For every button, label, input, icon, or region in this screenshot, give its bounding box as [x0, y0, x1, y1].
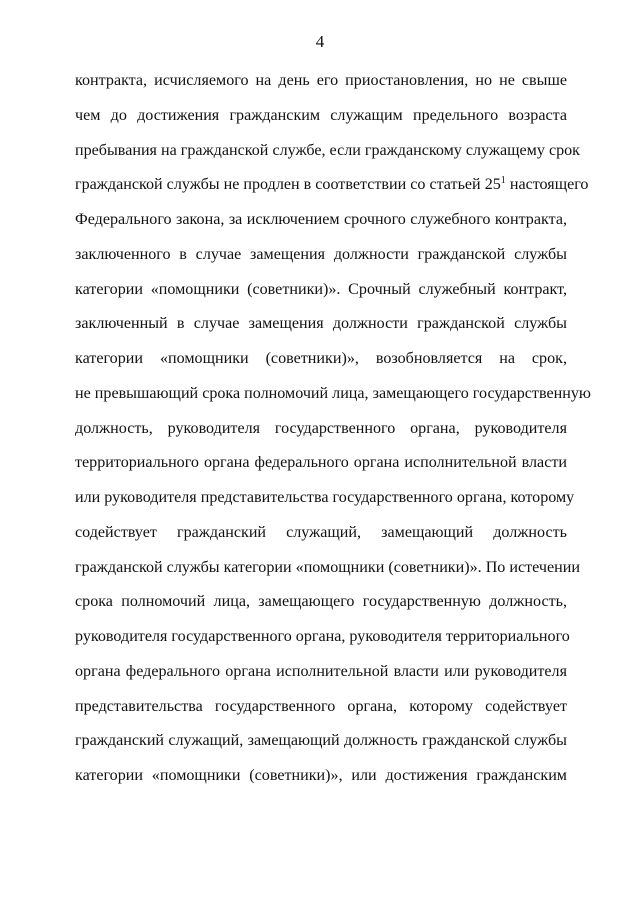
- text-line: содействует гражданский служащий, замещающий должность: [75, 523, 567, 541]
- page-number: 4: [315, 32, 325, 51]
- text-line: органа федерального органа исполнительной власти или руководителя: [75, 662, 567, 680]
- text-line: категории «помощники (советники)», возобновляется на срок,: [75, 350, 567, 367]
- text-line: контракта, исчисляемого на день его приостановления, но не свыше: [75, 72, 567, 89]
- text-line: должность, руководителя государственного органа, руководителя: [75, 419, 567, 437]
- text-line: пребывания на гражданской службе, если гражданскому служащему срок: [75, 141, 580, 159]
- text-line: категории «помощники (советники)». Срочный служебный контракт,: [75, 280, 567, 298]
- text-line: гражданский служащий, замещающий должность гражданской службы: [75, 732, 567, 750]
- text-line: руководителя государственного органа, руководителя территориального: [75, 628, 570, 645]
- text-line-part: гражданской службы не продлен в соответствии со статьей 25: [75, 176, 501, 194]
- text-line: или руководителя представительства государственного органа, которому: [75, 489, 575, 506]
- text-line-with-footnote: [75, 168, 589, 203]
- article-superscript: 1: [500, 175, 506, 187]
- text-line: представительства государственного органа, которому содействует: [75, 697, 567, 715]
- text-line: не превышающий срока полномочий лица, замещающего государственную: [75, 384, 591, 402]
- text-line: территориального органа федерального органа исполнительной власти: [75, 454, 567, 472]
- text-line-part: настоящего: [509, 176, 589, 194]
- text-line: срока полномочий лица, замещающего государственную должность,: [75, 593, 567, 611]
- text-line: чем до достижения гражданским служащим предельного возраста: [75, 106, 567, 124]
- text-line: заключенный в случае замещения должности гражданской службы: [75, 315, 567, 333]
- text-line: Федерального закона, за исключением срочного служебного контракта,: [75, 211, 567, 228]
- text-line: заключенного в случае замещения должности гражданской службы: [75, 245, 567, 263]
- text-line: гражданской службы категории «помощники (советники)». По истечении: [75, 558, 580, 576]
- text-line: категории «помощники (советники)», или достижения гражданским: [75, 767, 567, 784]
- body-text: [75, 64, 591, 794]
